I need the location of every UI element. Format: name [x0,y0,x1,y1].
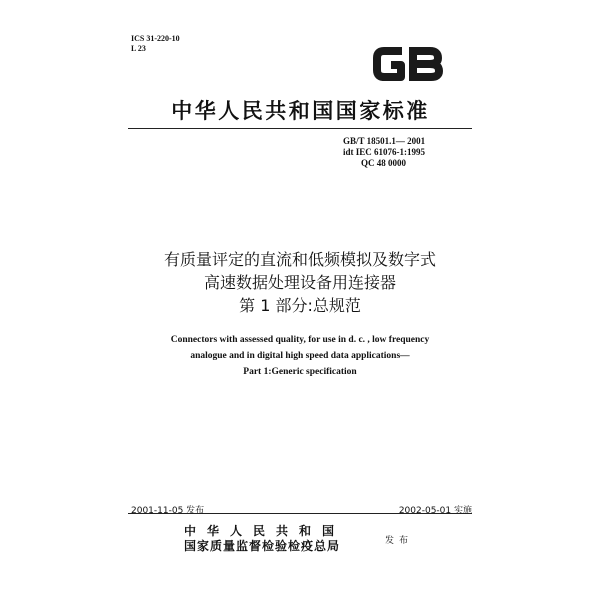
header-divider [128,128,472,129]
issuer-line2: 国家质量监督检验检疫总局 [184,539,341,553]
qc-code: QC 48 0000 [361,158,406,168]
category-code: L 23 [131,44,146,53]
effective-date: 2002-05-01 实施 [398,506,472,516]
standard-number: GB/T 18501.1— 2001 [343,136,426,146]
chinese-title-line2: 高速数据处理设备用连接器 [203,273,396,292]
issuer-line1: 中华人民共和国 [184,524,346,538]
standard-title: 中华人民共和国国家标准 [171,99,430,123]
issue-label: 发布 [385,536,414,546]
idt-reference: idt IEC 61076-1:1995 [343,147,426,157]
english-title-line2: analogue and in digital high speed data applications— [190,351,410,361]
english-title-line3: Part 1:Generic specification [243,367,357,377]
standard-codes [343,136,425,169]
english-title [100,332,500,380]
issuing-authority [184,524,345,554]
ics-code: ICS 31-220-10 [131,34,180,43]
footer-divider [128,513,472,514]
chinese-title-line1: 有质量评定的直流和低频模拟及数字式 [163,250,436,269]
issue-date: 2001-11-05 发布 [131,506,205,516]
classification-codes [131,34,180,54]
gb-logo [371,42,445,86]
english-title-line1: Connectors with assessed quality, for use in d. c. , low frequency [170,335,430,345]
chinese-title [100,248,500,317]
chinese-title-line3: 第 1 部分:总规范 [239,296,361,315]
